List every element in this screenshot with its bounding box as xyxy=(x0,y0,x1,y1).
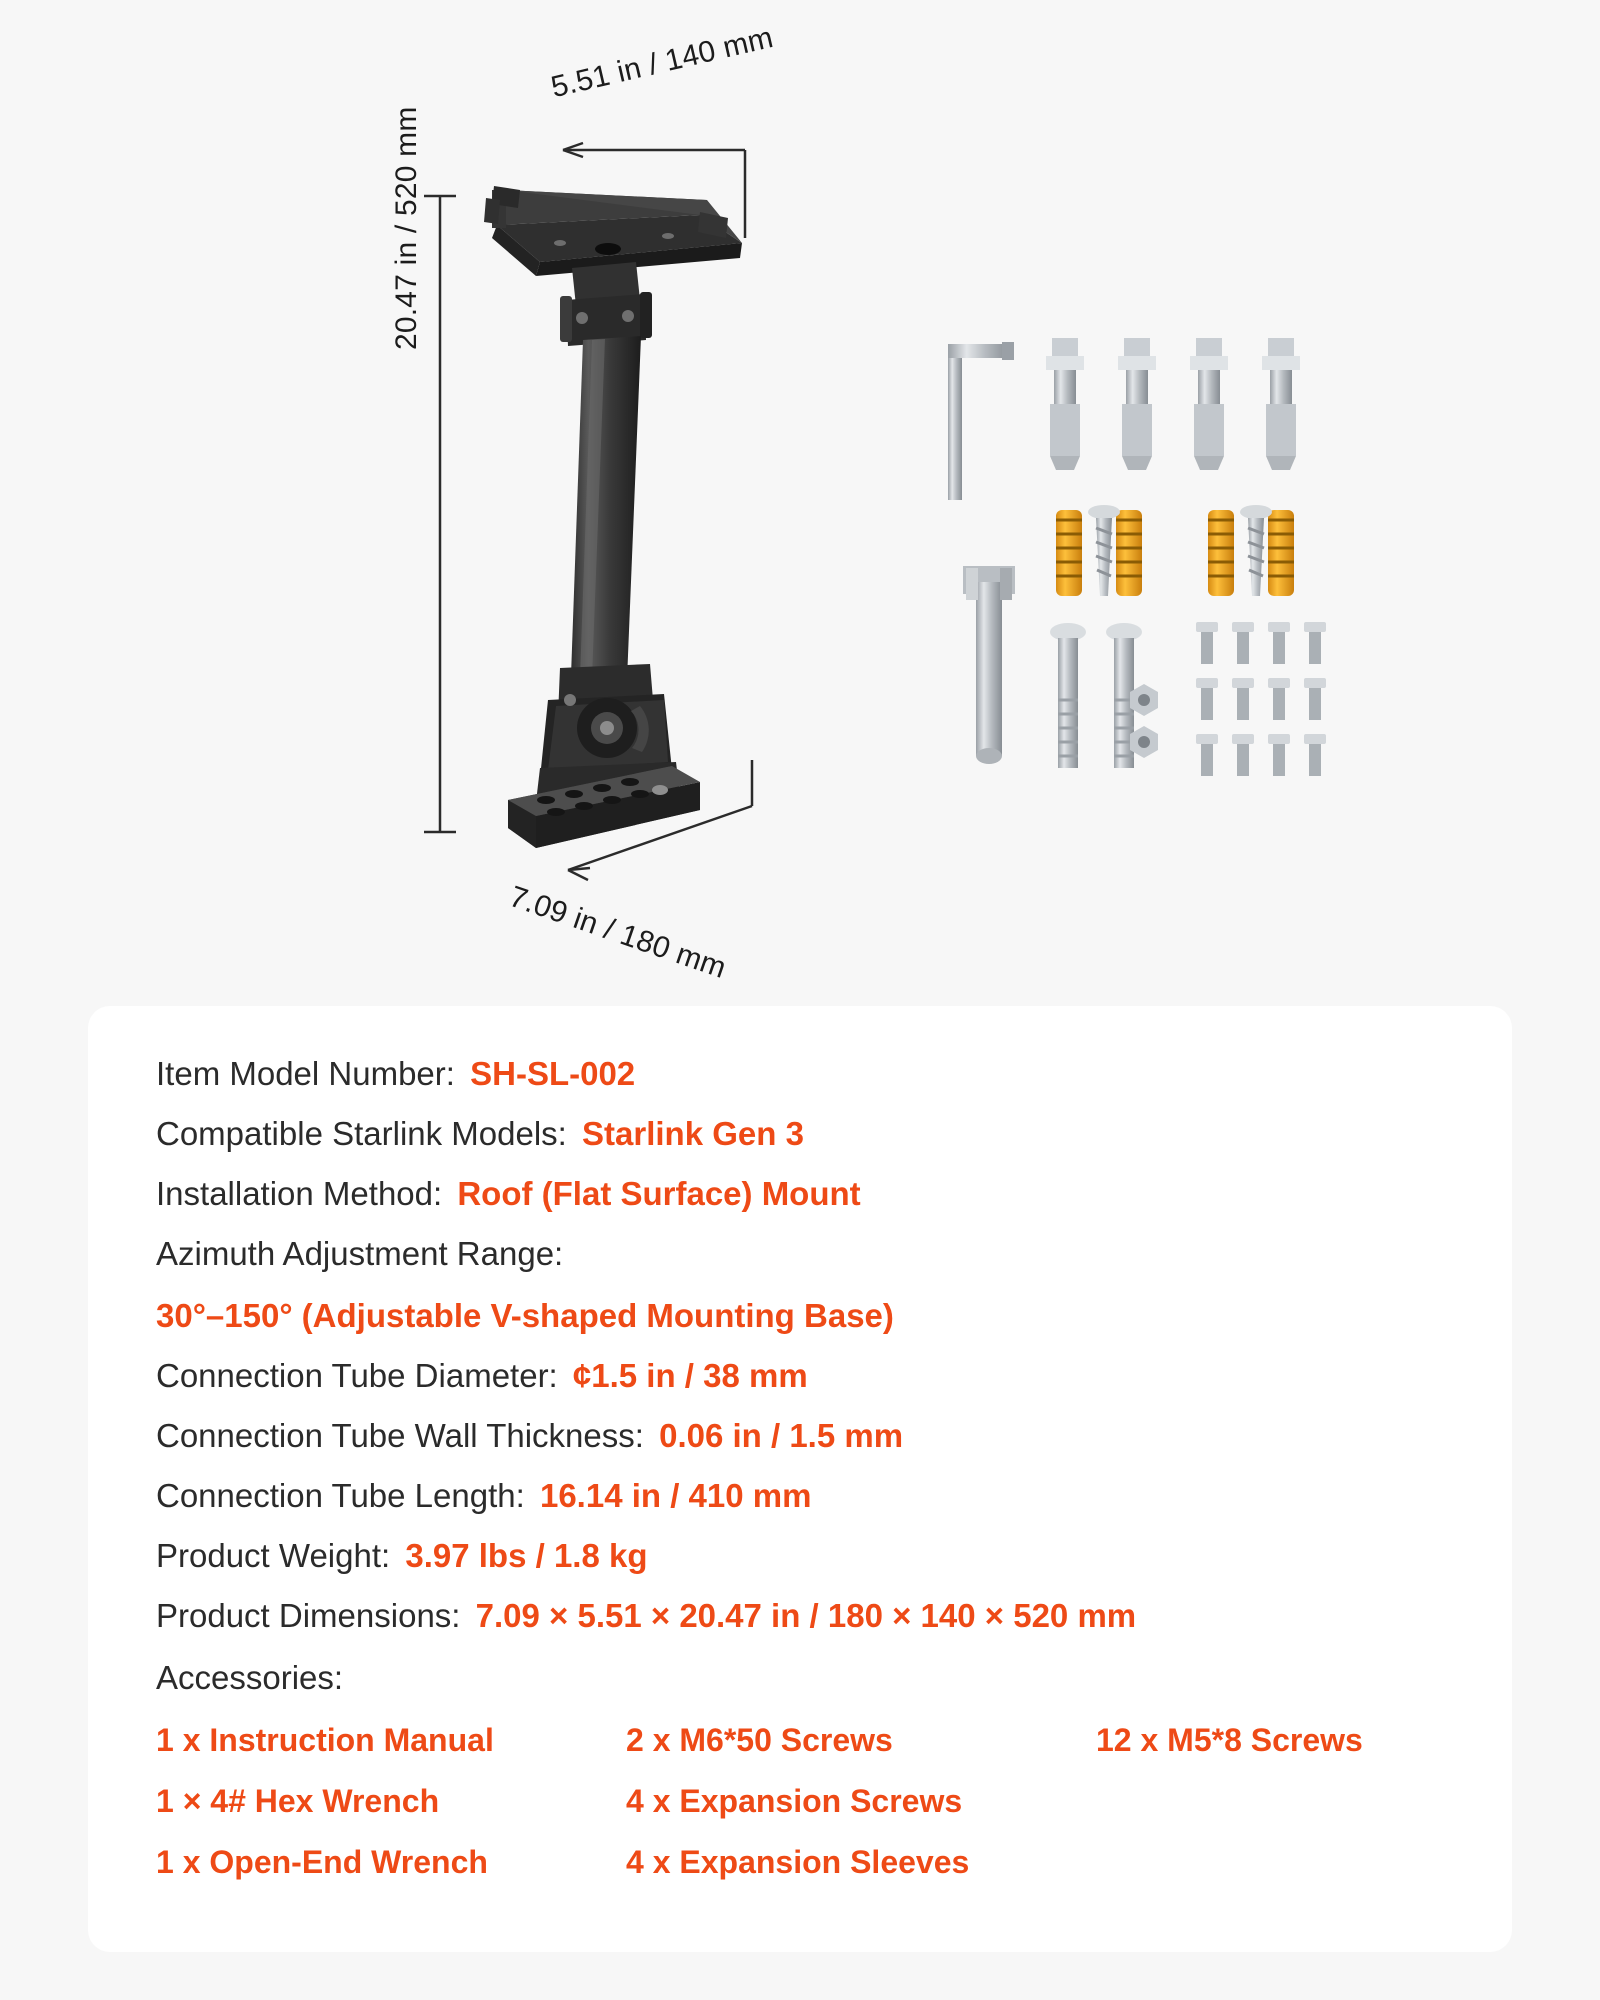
spec-label-tube-wall-thickness: Connection Tube Wall Thickness: xyxy=(156,1417,644,1454)
spec-row-tube-diameter xyxy=(156,1346,1472,1406)
spec-label-tube-diameter: Connection Tube Diameter: xyxy=(156,1357,558,1394)
accessory-item: 4 x Expansion Sleeves xyxy=(626,1844,970,1880)
dimension-label-depth: 7.09 in / 180 mm xyxy=(505,880,731,985)
m6-screw-icons xyxy=(1050,623,1142,768)
spec-label-azimuth-range: Azimuth Adjustment Range: xyxy=(156,1235,564,1272)
spec-value-model: SH-SL-002 xyxy=(470,1055,636,1092)
spec-value-azimuth-range: 30°–150° (Adjustable V-shaped Mounting Base) xyxy=(156,1297,894,1334)
spec-row-azimuth-range xyxy=(156,1224,1472,1284)
mount-upper-joint xyxy=(560,262,652,346)
spec-row-compatible-models xyxy=(156,1104,1472,1164)
specification-card xyxy=(88,1006,1512,1952)
accessory-item: 1 x Open-End Wrench xyxy=(156,1844,488,1880)
spec-row-product-dimensions xyxy=(156,1586,1472,1646)
spec-label-product-weight: Product Weight: xyxy=(156,1537,391,1574)
accessory-item: 1 × 4# Hex Wrench xyxy=(156,1783,440,1819)
accessory-item: 1 x Instruction Manual xyxy=(156,1722,494,1758)
spec-value-tube-length: 16.14 in / 410 mm xyxy=(539,1477,812,1514)
dimension-line-height xyxy=(424,196,456,832)
spec-label-tube-length: Connection Tube Length: xyxy=(156,1477,525,1514)
dimension-label-width: 5.51 in / 140 mm xyxy=(548,21,777,105)
spec-value-compatible-models: Starlink Gen 3 xyxy=(582,1115,804,1152)
accessories-grid xyxy=(156,1716,1472,1887)
spec-row-product-weight xyxy=(156,1526,1472,1586)
nut-icons xyxy=(1130,684,1158,758)
spec-value-tube-wall-thickness: 0.06 in / 1.5 mm xyxy=(659,1417,904,1454)
mount-top-plate xyxy=(484,186,742,276)
spec-row-installation-method xyxy=(156,1164,1472,1224)
m5-screw-icons xyxy=(1196,622,1326,776)
hex-wrench-icon xyxy=(948,342,1014,500)
expansion-bolt-icons xyxy=(1046,338,1300,470)
spec-value-product-dimensions: 7.09 × 5.51 × 20.47 in / 180 × 140 × 520 mm xyxy=(475,1597,1137,1634)
mount-pole xyxy=(571,336,641,680)
open-end-wrench-icon xyxy=(963,566,1015,764)
accessories-label: Accessories: xyxy=(156,1659,344,1696)
accessory-item: 4 x Expansion Screws xyxy=(626,1783,963,1819)
spec-row-tube-length xyxy=(156,1466,1472,1526)
spec-row-tube-wall-thickness xyxy=(156,1406,1472,1466)
specification-list xyxy=(156,1044,1472,1887)
spec-value-installation-method: Roof (Flat Surface) Mount xyxy=(457,1175,861,1212)
spec-row-model xyxy=(156,1044,1472,1104)
spec-label-product-dimensions: Product Dimensions: xyxy=(156,1597,461,1634)
dimension-label-height: 20.47 in / 520 mm xyxy=(390,106,423,350)
spec-row-azimuth-range-value xyxy=(156,1286,1472,1346)
spec-value-tube-diameter: ¢1.5 in / 38 mm xyxy=(572,1357,808,1394)
spec-label-model: Item Model Number: xyxy=(156,1055,455,1092)
spec-label-compatible-models: Compatible Starlink Models: xyxy=(156,1115,567,1152)
accessory-item: 2 x M6*50 Screws xyxy=(626,1722,893,1758)
wood-screw-icons xyxy=(1088,505,1272,596)
spec-value-product-weight: 3.97 lbs / 1.8 kg xyxy=(405,1537,648,1574)
spec-label-installation-method: Installation Method: xyxy=(156,1175,443,1212)
accessory-item: 12 x M5*8 Screws xyxy=(1096,1722,1363,1758)
